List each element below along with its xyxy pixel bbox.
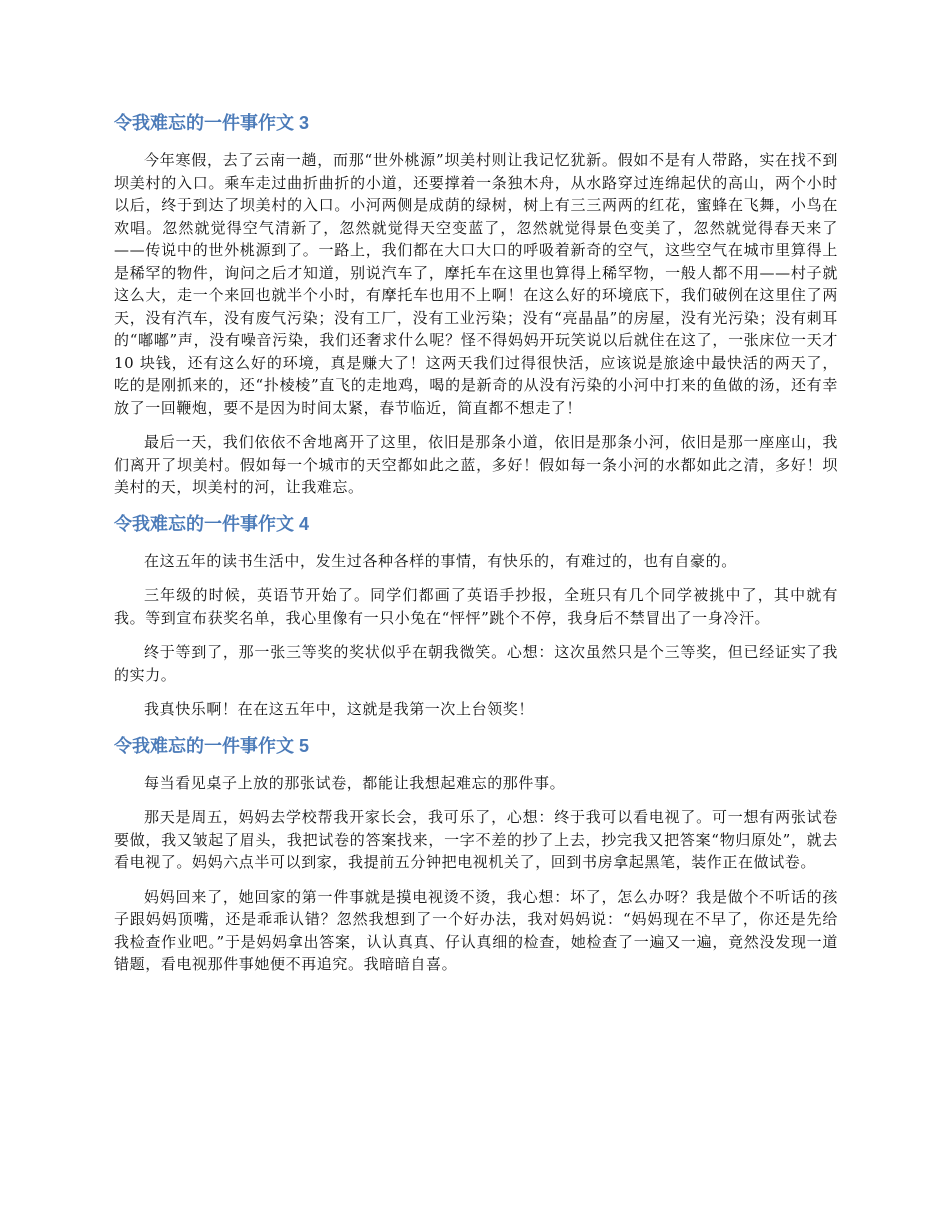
paragraph: 我真快乐啊！在在这五年中，这就是我第一次上台领奖！: [144, 700, 535, 718]
section-title-4: 令我难忘的一件事作文 4: [114, 513, 310, 534]
paragraph: 那天是周五，妈妈去学校帮我开家长会，我可乐了，心想：终于我可以看电视了。可一想有两张试卷要做，我又皱起了眉头，我把试卷的答案找来，一字不差的抄了上去，抄完我又把答案“物归原处”，就去看电视了。妈妈六点半可以到家，我提前五分钟把电视机关了，回到书房拿起黑笔，装作正在做试卷。: [114, 808, 838, 871]
section-title-5: 令我难忘的一件事作文 5: [114, 735, 310, 756]
paragraph: 最后一天，我们依依不舍地离开了这里，依旧是那条小道，依旧是那条小河，依旧是那一座座山，我们离开了坝美村。假如每一个城市的天空都如此之蓝，多好！假如每一条小河的水都如此之清，多好！坝美村的天，坝美村的河，让我难忘。: [114, 433, 838, 496]
paragraph: 在这五年的读书生活中，发生过各种各样的事情，有快乐的，有难过的，也有自豪的。: [144, 551, 737, 570]
paragraph: 每当看见桌子上放的那张试卷，都能让我想起难忘的那件事。: [144, 773, 566, 792]
document-page: [114, 110, 838, 976]
paragraph: 三年级的时候，英语节开始了。同学们都画了英语手抄报，全班只有几个同学被挑中了，其中就有我。等到宣布获奖名单，我心里像有一只小兔在“怦怦”跳个不停，我身后不禁冒出了一身冷汗。: [114, 586, 838, 627]
section-title-3: 令我难忘的一件事作文 3: [114, 113, 310, 133]
paragraph: 妈妈回来了，她回家的第一件事就是摸电视烫不烫，我心想：坏了，怎么办呀？我是做个不听话的孩子跟妈妈顶嘴，还是乖乖认错？忽然我想到了一个好办法，我对妈妈说：“妈妈现在不早了，你还是先给我检查作业吧。”于是妈妈拿出答案，认认真真、仔认真细的检查，她检查了一遍又一遍，竟然没发现一道错题，看电视那件事她便不再追究。我暗暗自喜。: [114, 887, 838, 973]
paragraph: 今年寒假，去了云南一趟，而那“世外桃源”坝美村则让我记忆犹新。假如不是有人带路，实在找不到坝美村的入口。乘车走过曲折曲折的小道，还要撑着一条独木舟，从水路穿过连绵起伏的高山，两个小时以后，终于到达了坝美村的入口。小河两侧是成荫的绿树，树上有三三两两的红花，蜜蜂在飞舞，小鸟在欢唱。忽然就觉得空气清新了，忽然就觉得天空变蓝了，忽然就觉得景色变美了，忽然就觉得春天来了——传说中的世外桃源到了。一路上，我们都在大口大口的呼吸着新奇的空气，这些空气在城市里算得上是稀罕的物件，询问之后才知道，别说汽车了，摩托车在这里也算得上稀罕物，一般人都不用——村子就这么大，走一个来回也就半个小时，有摩托车也用不上啊！在这么好的环境底下，我们破例在这里住了两天，没有汽车，没有废气污染；没有工厂，没有工业污染；没有“亮晶晶”的房屋，没有光污染；没有刺耳的“嘟嘟”声，没有噪音污染，我们还奢求什么呢？怪不得妈妈开玩笑说以后就住在这了，一张床位一天才 10 块钱，还有这么好的环境，真是赚大了！这两天我们过得很快活，应该说是旅途中最快活的两天了，吃的是刚抓来的，还“扑棱棱”直飞的走地鸡，喝的是新奇的从没有污染的小河中打来的鱼做的汤，还有幸放了一回鞭炮，要不是因为时间太紧，春节临近，简直都不想走了！: [114, 151, 838, 417]
paragraph: 终于等到了，那一张三等奖的奖状似乎在朝我微笑。心想：这次虽然只是个三等奖，但已经证实了我的实力。: [114, 643, 838, 684]
